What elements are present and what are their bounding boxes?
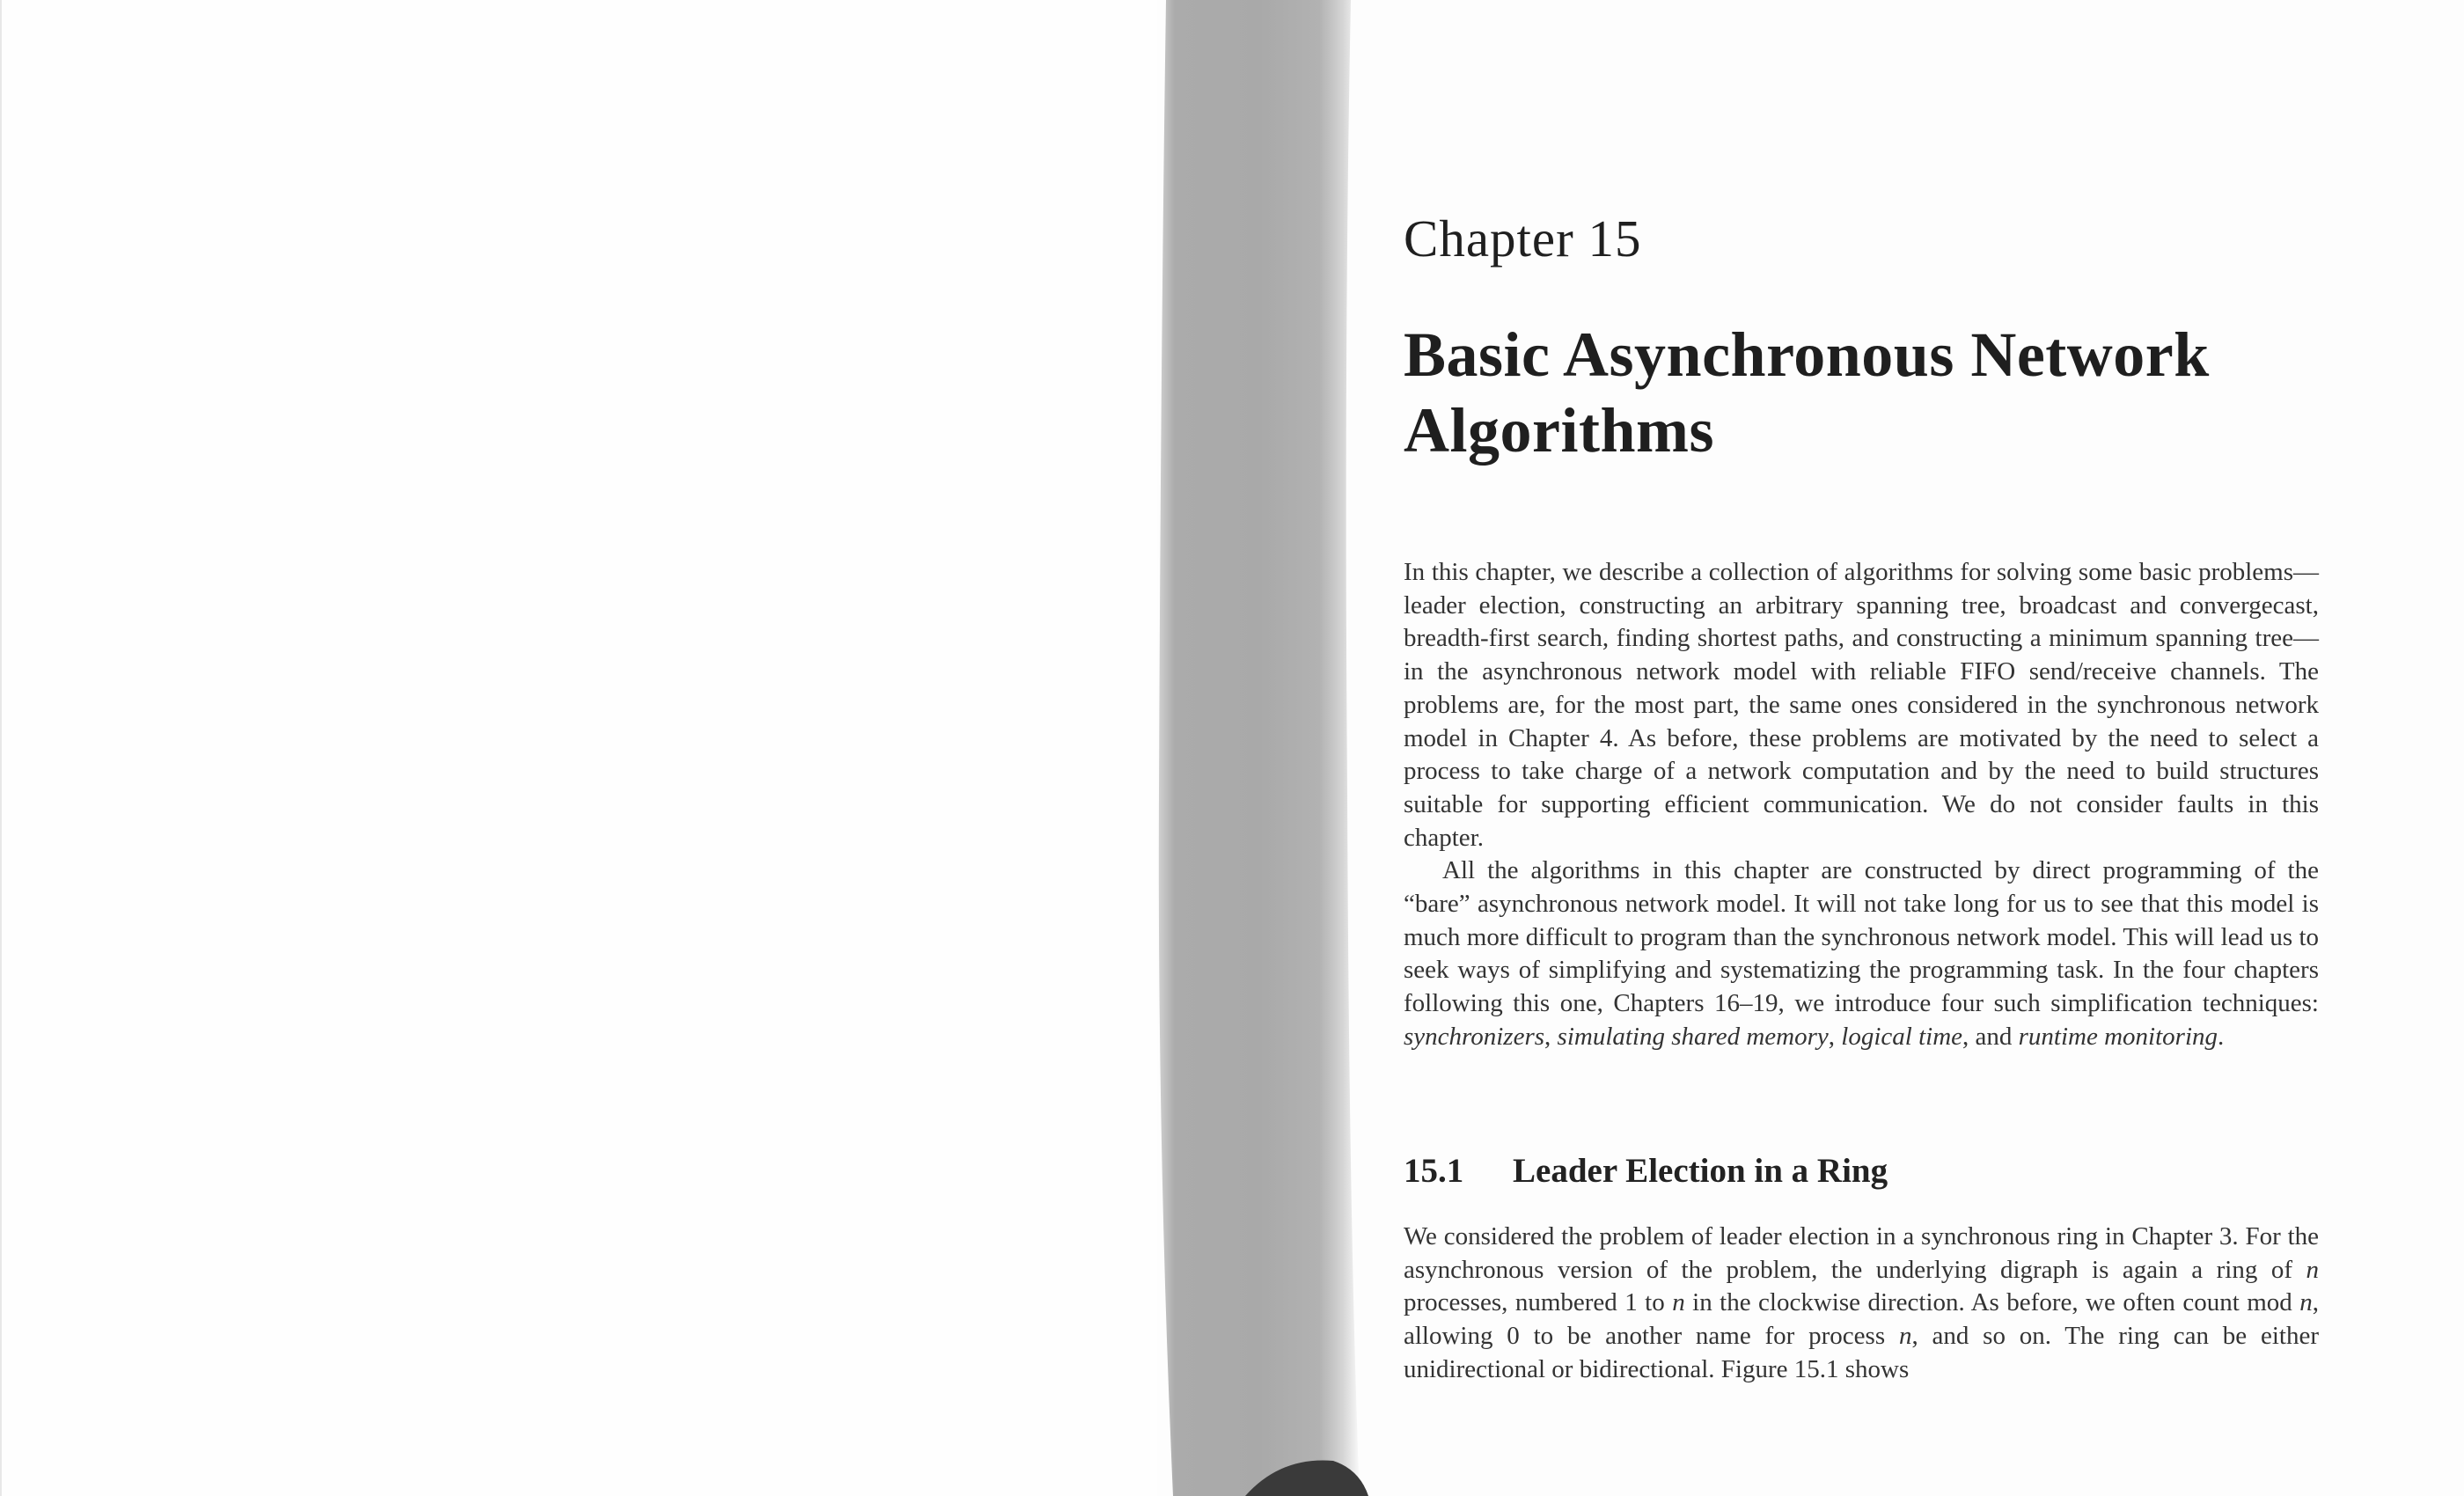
right-page — [1338, 0, 2464, 1496]
technique-synchronizers: synchronizers — [1404, 1022, 1545, 1051]
section-number: 15.1 — [1404, 1152, 1464, 1190]
section-text-a: We considered the problem of leader election in a synchronous ring in Chapter 3. For the asynchronous version of the problem, the underlying digraph is again a ring of — [1404, 1222, 2319, 1284]
section-text-b: processes, numbered 1 to — [1404, 1288, 1673, 1317]
technique-runtime-monitoring: runtime monitoring — [2018, 1022, 2218, 1051]
sentence-end: . — [2218, 1022, 2225, 1051]
intro-paragraph-2-text: All the algorithms in this chapter are constructed by direct programming of the “bare” asynchronous network model. It will not take long for us to see that this model is much more difficult to program than the synchronous network model. This will lead us to seek ways of simplifying and systematizing the programming task. In the four chapters following this one, Chapters 16–19, we introduce four such simplification techniques: — [1404, 856, 2319, 1018]
left-blank-page — [0, 0, 1157, 1496]
separator: , and — [1962, 1022, 2019, 1051]
separator: , — [1544, 1022, 1558, 1051]
technique-simulating-shared-memory: simulating shared memory — [1557, 1022, 1829, 1051]
gutter-band — [1159, 0, 1360, 1496]
section-text-d: , allowing 0 to be another name for process — [1404, 1288, 2319, 1351]
math-n: n — [2299, 1288, 2313, 1317]
math-n: n — [1672, 1288, 1685, 1317]
section-text-e: , and so on. The ring can be either unidirectional or bidirectional. Figure 15.1 shows — [1404, 1322, 2319, 1383]
chapter-intro — [1404, 556, 2319, 1054]
section-title: Leader Election in a Ring — [1513, 1152, 1888, 1190]
technique-logical-time: logical time — [1841, 1022, 1963, 1051]
separator: , — [1828, 1022, 1842, 1051]
intro-paragraph-2 — [1404, 854, 2319, 1053]
chapter-title: Basic Asynchronous Network Algorithms — [1404, 319, 2210, 466]
intro-paragraph-1: In this chapter, we describe a collection of algorithms for solving some basic problems—leader election, constructing an arbitrary spanning tree, broadcast and convergecast, breadth-first search, finding shortest paths, and constructing a minimum spanning tree—in the asynchronous network model with reliable FIFO send/receive channels. The problems are, for the most part, the same ones considered in the synchronous network model in Chapter 4. As before, these problems are motivated by the need to select a process to take charge of a network computation and by the need to build structures suitable for supporting efficient communication. We do not consider faults in this chapter. — [1404, 558, 2319, 852]
section-paragraph — [1404, 1221, 2319, 1387]
math-n: n — [2306, 1255, 2319, 1284]
section-heading — [1404, 1151, 2319, 1191]
section-text-c: in the clockwise direction. As before, we often count mod — [1684, 1288, 2300, 1317]
chapter-label: Chapter 15 — [1404, 209, 1642, 268]
math-n: n — [1898, 1322, 1912, 1351]
